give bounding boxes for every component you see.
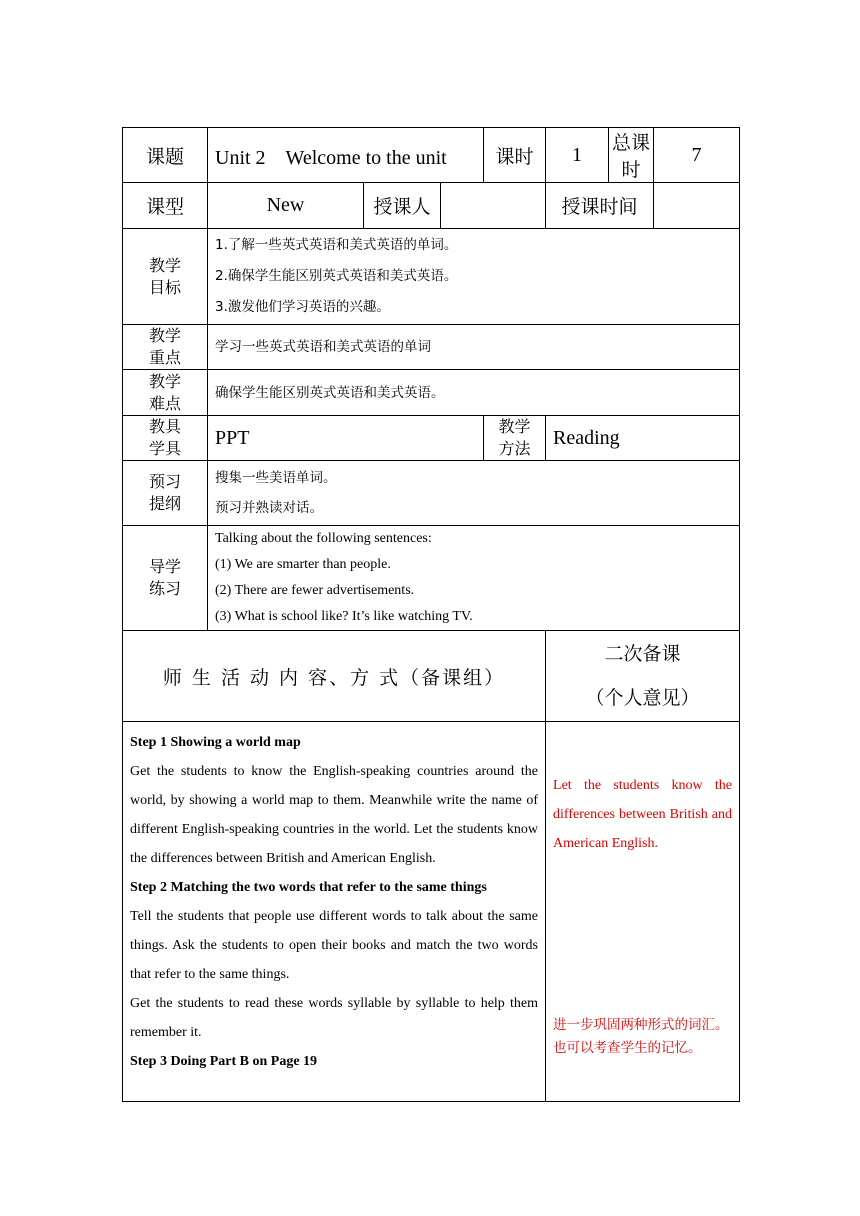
row-activities-header: [123, 631, 740, 722]
guided-label-line1: 导学: [148, 557, 181, 576]
guided-list: [208, 526, 740, 631]
time-label: 授课时间: [546, 183, 654, 229]
key-points-text: 学习一些英式英语和美式英语的单词: [208, 325, 740, 370]
guided-item: (2) There are fewer advertisements.: [215, 583, 415, 598]
total-periods-value: 7: [654, 128, 740, 183]
objectives-label-line2: 目标: [148, 277, 181, 297]
second-prep-header: [546, 631, 740, 722]
aids-label: [123, 416, 208, 461]
key-points-label-line1: 教学: [148, 326, 181, 345]
difficulties-label-line2: 难点: [148, 393, 181, 413]
objective-item: 1.了解一些英式英语和美式英语的单词。: [215, 237, 458, 253]
preview-label: [123, 461, 208, 526]
teacher-label: 授课人: [364, 183, 441, 229]
guided-item: (1) We are smarter than people.: [215, 557, 391, 572]
row-difficulties: [123, 370, 740, 416]
lesson-plan-table: [122, 127, 740, 1102]
row-aids: [123, 416, 740, 461]
periods-label: 课时: [484, 128, 546, 183]
guided-item: (3) What is school like? It’s like watching TV.: [215, 609, 473, 624]
second-prep-title: 二次备课: [604, 643, 681, 665]
preview-label-line1: 预习: [148, 472, 181, 491]
objectives-label: [123, 229, 208, 325]
activities-header: 师 生 活 动 内 容、方 式（备课组）: [123, 631, 546, 722]
objective-item: 2.确保学生能区别英式英语和美式英语。: [215, 268, 458, 284]
row-preview: [123, 461, 740, 526]
step2-text2: Get the students to read these words syllable by syllable to help them remember it.: [130, 996, 539, 1040]
total-periods-label-text: 总课时: [612, 132, 651, 181]
second-prep-subtitle: （个人意见）: [585, 687, 700, 709]
preview-item: 搜集一些美语单词。: [215, 470, 337, 486]
total-periods-label: [609, 128, 654, 183]
step2-text1: Tell the students that people use different words to talk about the same things. Ask the students to open their books and match the two words that refer to the same things.: [130, 909, 539, 982]
guided-label-line2: 练习: [148, 579, 181, 598]
guided-label: [123, 526, 208, 631]
key-points-label: [123, 325, 208, 370]
preview-label-line2: 提纲: [148, 494, 181, 513]
row-type: [123, 183, 740, 229]
topic-label: 课题: [123, 128, 208, 183]
topic-value: Unit 2 Welcome to the unit: [208, 128, 484, 183]
time-value: [654, 183, 740, 229]
type-label: 课型: [123, 183, 208, 229]
objectives-label-line1: 教学: [148, 255, 181, 275]
note-differences: Let the students know the differences between British and American English.: [553, 778, 733, 851]
step1-title: Step 1 Showing a world map: [130, 735, 301, 750]
type-value: New: [208, 183, 364, 229]
aids-value: PPT: [208, 416, 484, 461]
method-label-line2: 方法: [498, 439, 531, 458]
notes-content: [546, 722, 740, 1102]
preview-item: 预习并熟读对话。: [215, 500, 323, 516]
row-topic: [123, 128, 740, 183]
aids-label-line1: 教具: [148, 417, 181, 436]
steps-content: [123, 722, 546, 1102]
difficulties-label: [123, 370, 208, 416]
preview-list: [208, 461, 740, 526]
note-consolidate: 进一步巩固两种形式的词汇。也可以考查学生的记忆。: [553, 1017, 729, 1056]
row-steps: [123, 722, 740, 1102]
method-label: [484, 416, 546, 461]
step1-text: Get the students to know the English-speaking countries around the world, by showing a world map to them. Meanwhile write the name of different English-speaking countries in the world. Let the students know the differences between British and American English.: [130, 764, 539, 866]
aids-label-line2: 学具: [148, 439, 181, 458]
key-points-label-line2: 重点: [148, 348, 181, 367]
method-label-line1: 教学: [498, 417, 531, 436]
objectives-list: [208, 229, 740, 325]
row-objectives: [123, 229, 740, 325]
row-guided: [123, 526, 740, 631]
method-value: Reading: [546, 416, 740, 461]
periods-value: 1: [546, 128, 609, 183]
guided-item: Talking about the following sentences:: [215, 531, 432, 546]
row-key-points: [123, 325, 740, 370]
objective-item: 3.激发他们学习英语的兴趣。: [215, 299, 390, 315]
difficulties-label-line1: 教学: [148, 371, 181, 391]
step3-title: Step 3 Doing Part B on Page 19: [130, 1054, 318, 1069]
teacher-value: [441, 183, 546, 229]
step2-title: Step 2 Matching the two words that refer to the same things: [130, 880, 487, 895]
difficulties-text: 确保学生能区别英式英语和美式英语。: [208, 370, 740, 416]
